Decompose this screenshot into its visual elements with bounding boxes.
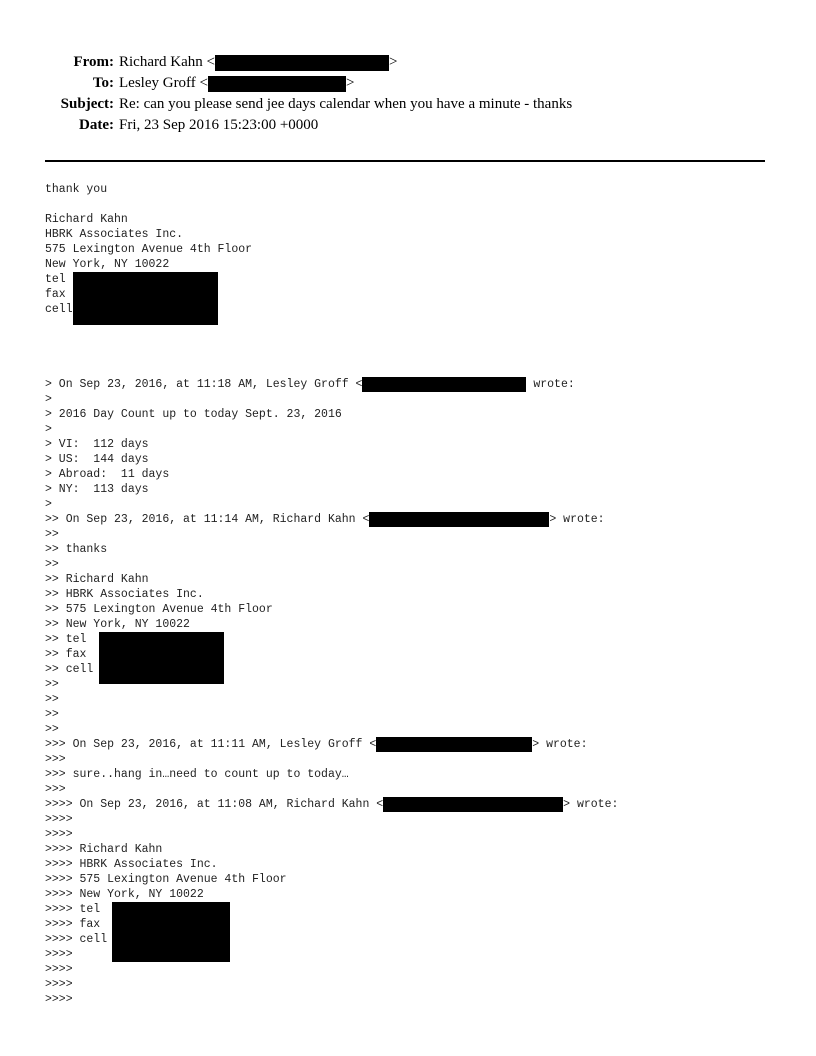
date-row bbox=[0, 115, 816, 136]
quote-header-text: >>> On Sep 23, 2016, at 11:11 AM, Lesley Groff < bbox=[45, 738, 377, 751]
quote-header-suffix: > wrote: bbox=[563, 798, 619, 811]
date-value: Fri, 23 Sep 2016 15:23:00 +0000 bbox=[119, 117, 319, 133]
quote-line: > NY: 113 days bbox=[45, 483, 149, 496]
redaction-box bbox=[376, 737, 532, 752]
quote-line: >>> bbox=[45, 783, 66, 796]
quote-line: >>>> cell bbox=[45, 933, 108, 946]
quote-line: > Abroad: 11 days bbox=[45, 468, 170, 481]
redaction-box bbox=[208, 76, 346, 92]
quote-line: >> bbox=[45, 528, 59, 541]
quote-line: >> HBRK Associates Inc. bbox=[45, 588, 204, 601]
redaction-box bbox=[73, 272, 218, 325]
quote-line: >> fax bbox=[45, 648, 87, 661]
redaction-box bbox=[112, 902, 230, 962]
from-close: > bbox=[388, 54, 398, 70]
quote-line: >> thanks bbox=[45, 543, 108, 556]
sig-line: tel bbox=[45, 273, 66, 286]
quote-line: >>>> Richard Kahn bbox=[45, 843, 163, 856]
redaction-box bbox=[362, 377, 526, 392]
quote-line: >> bbox=[45, 558, 59, 571]
quote-line: >> bbox=[45, 723, 59, 736]
quote-header-suffix: > wrote: bbox=[532, 738, 588, 751]
quote-line: >> tel bbox=[45, 633, 87, 646]
quote-line: >>>> fax bbox=[45, 918, 101, 931]
subject-label: Subject: bbox=[60, 96, 114, 112]
quote-line: > bbox=[45, 393, 52, 406]
quote-header bbox=[45, 737, 775, 752]
quote-line: >> 575 Lexington Avenue 4th Floor bbox=[45, 603, 273, 616]
quote-header-suffix: wrote: bbox=[526, 378, 575, 391]
from-row bbox=[0, 52, 816, 73]
sig-line: cell bbox=[45, 303, 73, 316]
sig-line: HBRK Associates Inc. bbox=[45, 228, 184, 241]
quote-line: >>>> bbox=[45, 978, 73, 991]
quote-line: > VI: 112 days bbox=[45, 438, 149, 451]
quote-header-text: > On Sep 23, 2016, at 11:18 AM, Lesley Groff < bbox=[45, 378, 363, 391]
quote-line: > US: 144 days bbox=[45, 453, 149, 466]
quote-line: >> New York, NY 10022 bbox=[45, 618, 190, 631]
quote-line: >>> bbox=[45, 753, 66, 766]
quote-line: >>>> bbox=[45, 948, 73, 961]
from-label: From: bbox=[73, 54, 114, 70]
email-header bbox=[0, 52, 816, 136]
date-label: Date: bbox=[79, 117, 114, 133]
quote-line: >>>> bbox=[45, 813, 73, 826]
redaction-box bbox=[383, 797, 563, 812]
quote-header-text: >> On Sep 23, 2016, at 11:14 AM, Richard Kahn < bbox=[45, 513, 370, 526]
quote-line: >> bbox=[45, 678, 59, 691]
quote-line: >> bbox=[45, 708, 59, 721]
body-line: thank you bbox=[45, 183, 108, 196]
quote-line: >>>> bbox=[45, 963, 73, 976]
quote-line: >>>> 575 Lexington Avenue 4th Floor bbox=[45, 873, 287, 886]
to-row bbox=[0, 73, 816, 94]
quote-line: >>> sure..hang in…need to count up to today… bbox=[45, 768, 349, 781]
sig-line: 575 Lexington Avenue 4th Floor bbox=[45, 243, 253, 256]
subject-value: Re: can you please send jee days calendar when you have a minute - thanks bbox=[119, 96, 573, 112]
sig-line: fax bbox=[45, 288, 66, 301]
quote-header bbox=[45, 797, 775, 812]
quote-line: >> cell bbox=[45, 663, 94, 676]
quote-header bbox=[45, 377, 775, 392]
from-name: Richard Kahn < bbox=[119, 54, 215, 70]
quote-line: > 2016 Day Count up to today Sept. 23, 2016 bbox=[45, 408, 342, 421]
quote-line: >>>> bbox=[45, 993, 73, 1006]
sig-line: New York, NY 10022 bbox=[45, 258, 170, 271]
quote-header-suffix: > wrote: bbox=[549, 513, 605, 526]
quote-line: >>>> HBRK Associates Inc. bbox=[45, 858, 218, 871]
to-label: To: bbox=[92, 75, 114, 91]
quote-line: >>>> New York, NY 10022 bbox=[45, 888, 204, 901]
quote-line: >>>> bbox=[45, 828, 73, 841]
to-name: Lesley Groff < bbox=[119, 75, 208, 91]
quote-line: >> bbox=[45, 693, 59, 706]
quote-line: >>>> tel bbox=[45, 903, 101, 916]
quote-line: > bbox=[45, 423, 52, 436]
quote-line: >> Richard Kahn bbox=[45, 573, 149, 586]
from-value bbox=[119, 52, 397, 73]
redaction-box bbox=[369, 512, 549, 527]
quote-header bbox=[45, 512, 775, 527]
to-value bbox=[119, 73, 354, 94]
quote-header-text: >>>> On Sep 23, 2016, at 11:08 AM, Richard Kahn < bbox=[45, 798, 384, 811]
redaction-box bbox=[99, 632, 224, 684]
header-divider bbox=[45, 160, 765, 162]
sig-line: Richard Kahn bbox=[45, 213, 128, 226]
redaction-box bbox=[215, 55, 389, 71]
quote-line: > bbox=[45, 498, 52, 511]
to-close: > bbox=[346, 75, 355, 91]
subject-row bbox=[0, 94, 816, 115]
